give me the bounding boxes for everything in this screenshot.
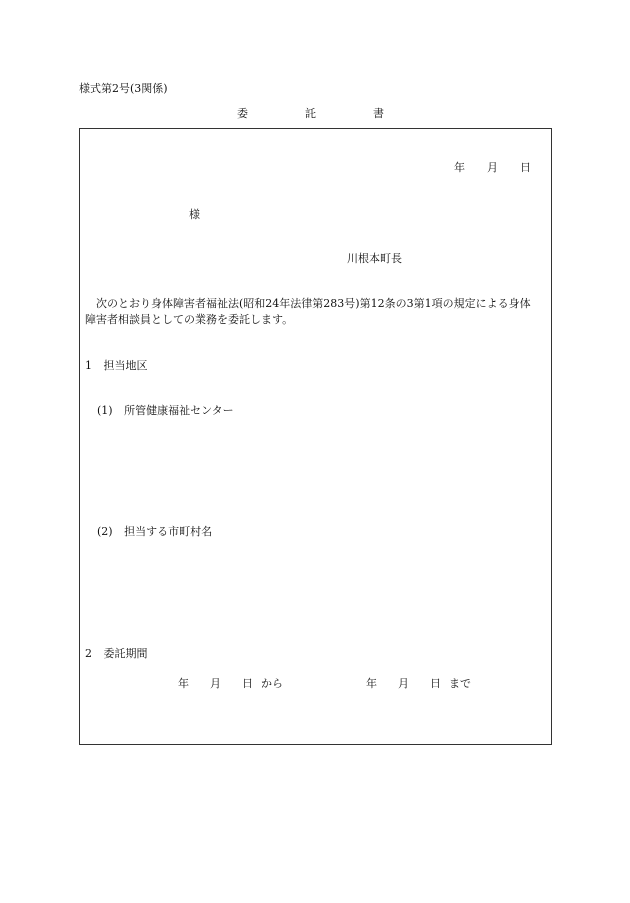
section1-item1 — [97, 405, 234, 416]
item1-label: 所管健康福祉センター — [124, 404, 234, 417]
title-char-3: 書 — [373, 107, 384, 120]
to-day: 日 — [430, 677, 441, 690]
title-char-2: 託 — [305, 107, 316, 120]
body-paragraph — [85, 296, 550, 328]
to-suffix: まで — [449, 677, 471, 690]
addressee-suffix: 様 — [189, 208, 200, 221]
section2-heading — [85, 648, 148, 659]
section2-number: 2 — [85, 647, 92, 660]
section2-title: 委託期間 — [103, 647, 148, 660]
section1-title: 担当地区 — [103, 359, 148, 372]
item2-label: 担当する市町村名 — [124, 525, 213, 538]
to-month: 月 — [398, 677, 409, 690]
body-line-1: 次のとおり身体障害者福祉法(昭和24年法律第283号)第12条の3第1項の規定による身体 — [96, 297, 531, 310]
document-title — [237, 108, 384, 119]
section1-number: 1 — [85, 359, 92, 372]
form-box — [79, 128, 552, 745]
form-number: 様式第2号(3関係) — [79, 82, 168, 95]
date-month: 月 — [487, 161, 498, 174]
body-line-2: 障害者相談員としての業務を委託します。 — [85, 313, 294, 326]
date-day: 日 — [520, 161, 531, 174]
to-year: 年 — [366, 677, 377, 690]
date-year: 年 — [454, 161, 465, 174]
period-to — [366, 678, 471, 689]
item1-number: (1) — [97, 404, 113, 417]
section1-item2 — [97, 526, 212, 537]
section1-heading — [85, 360, 148, 371]
sender-name: 川根本町長 — [347, 252, 402, 265]
from-month: 月 — [210, 677, 221, 690]
period-from — [178, 678, 283, 689]
from-year: 年 — [178, 677, 189, 690]
title-char-1: 委 — [237, 107, 248, 120]
from-suffix: から — [261, 677, 283, 690]
date-line — [454, 162, 531, 173]
from-day: 日 — [242, 677, 253, 690]
item2-number: (2) — [97, 525, 113, 538]
